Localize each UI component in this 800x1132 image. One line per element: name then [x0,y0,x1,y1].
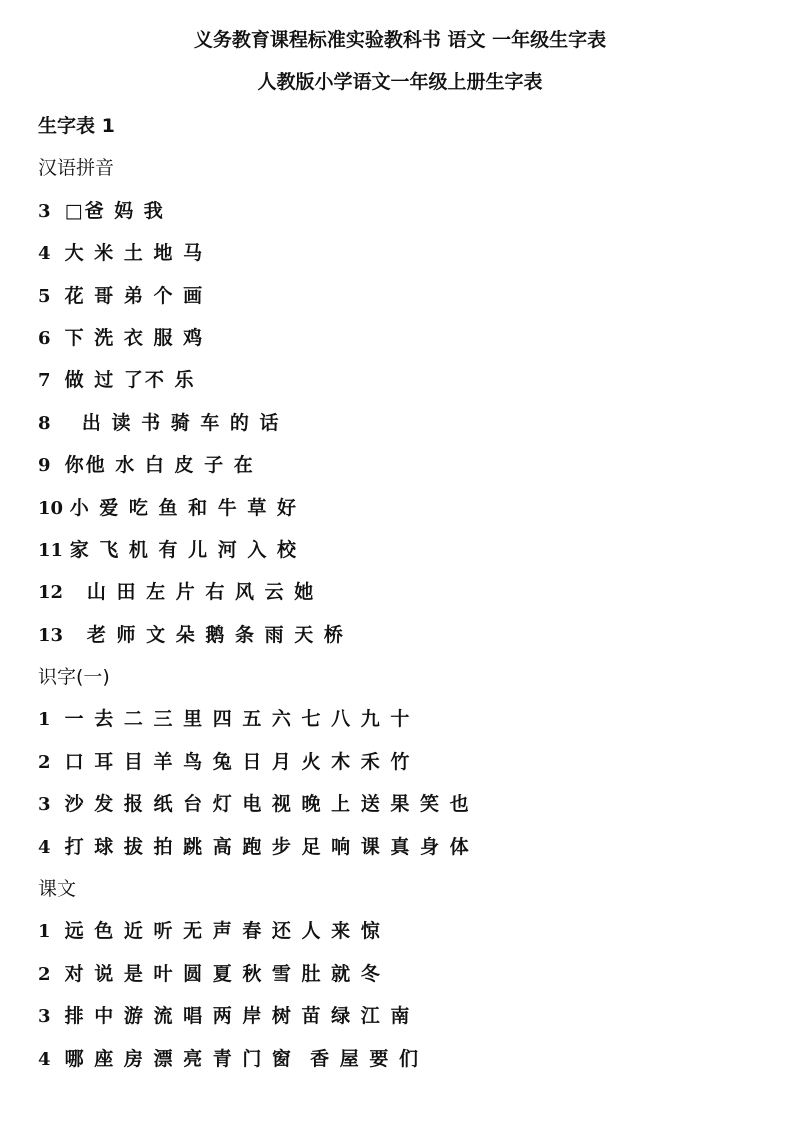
lesson-row [38,536,758,578]
lesson-row [38,748,758,790]
lesson-number: 10 [38,497,64,519]
section-heading-text: 生字表 1 [38,115,115,137]
lesson-characters: 对 说 是 叶 圆 夏 秋 雪 肚 就 冬 [64,962,382,985]
section-heading-text: 课文 [38,878,77,901]
lesson-row [38,197,758,239]
lesson-characters: 你他 水 白 皮 子 在 [64,454,255,477]
section-heading [38,663,758,705]
lesson-characters: 家 飞 机 有 儿 河 入 校 [69,538,298,561]
section-heading-text: 识字(一) [38,666,110,689]
section-heading [38,154,758,196]
lesson-row [38,366,758,408]
lesson-row [38,451,758,493]
lesson-number: 12 [38,582,64,604]
lesson-number: 9 [38,455,51,477]
lesson-number: 7 [38,370,51,392]
document-title: 义务教育课程标准实验教科书 语文 一年级生字表 [193,29,607,51]
lesson-characters: 下 洗 衣 服 鸡 [64,326,205,349]
character-list [38,112,758,1087]
lesson-characters: 做 过 了不 乐 [64,369,196,392]
lesson-number: 4 [38,243,51,265]
lesson-characters: 老 师 文 朵 鹅 条 雨 天 桥 [69,623,345,646]
lesson-characters: 小 爱 吃 鱼 和 牛 草 好 [69,496,298,519]
lesson-characters: 口 耳 目 羊 鸟 兔 日 月 火 木 禾 竹 [64,750,412,773]
lesson-number: 1 [38,921,51,943]
lesson-number: 2 [38,963,51,985]
lesson-characters: 出 读 书 骑 车 的 话 [64,411,281,434]
lesson-characters: 沙 发 报 纸 台 灯 电 视 晚 上 送 果 笑 也 [64,793,471,816]
lesson-row [38,324,758,366]
lesson-row [38,494,758,536]
lesson-characters: 打 球 拔 拍 跳 高 跑 步 足 响 课 真 身 体 [64,835,471,858]
lesson-characters: 哪 座 房 漂 亮 青 门 窗 香 屋 要 们 [64,1047,421,1070]
lesson-row [38,621,758,663]
lesson-number: 13 [38,624,64,646]
lesson-number: 11 [38,539,64,561]
lesson-row [38,239,758,281]
section-heading [38,112,758,154]
document-subtitle: 人教版小学语文一年级上册生字表 [257,71,543,93]
lesson-number: 6 [38,327,51,349]
lesson-row [38,578,758,620]
lesson-characters: □爸 妈 我 [64,199,165,222]
lesson-characters: 大 米 土 地 马 [64,242,205,265]
lesson-number: 3 [38,1006,51,1028]
lesson-number: 4 [38,1048,51,1070]
lesson-characters: 山 田 左 片 右 风 云 她 [69,581,316,604]
lesson-number: 4 [38,836,51,858]
lesson-number: 2 [38,751,51,773]
lesson-characters: 远 色 近 听 无 声 春 还 人 来 惊 [64,920,382,943]
section-heading-text: 汉语拼音 [38,157,115,180]
lesson-number: 3 [38,200,51,222]
lesson-row [38,833,758,875]
lesson-row [38,282,758,324]
lesson-characters: 花 哥 弟 个 画 [64,284,205,307]
lesson-characters: 一 去 二 三 里 四 五 六 七 八 九 十 [64,708,412,731]
lesson-row [38,409,758,451]
lesson-row [38,1002,758,1044]
lesson-characters: 排 中 游 流 唱 两 岸 树 苗 绿 江 南 [64,1005,412,1028]
lesson-row [38,960,758,1002]
lesson-row [38,705,758,747]
lesson-number: 8 [38,412,51,434]
lesson-row [38,1045,758,1087]
lesson-number: 3 [38,794,51,816]
lesson-number: 5 [38,285,51,307]
lesson-row [38,917,758,959]
lesson-number: 1 [38,709,51,731]
lesson-row [38,790,758,832]
section-heading [38,875,758,917]
